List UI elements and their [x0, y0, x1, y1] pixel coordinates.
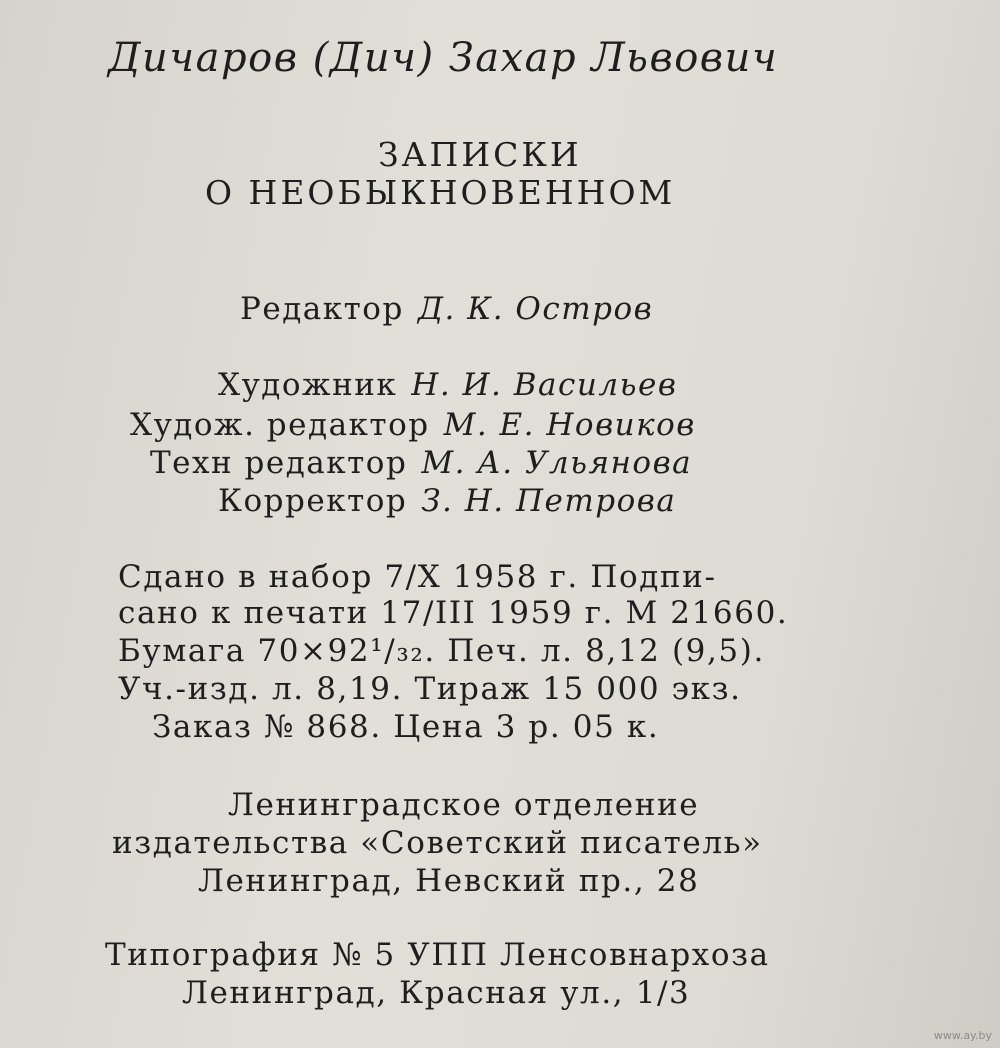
book-title-line-2: О НЕОБЫКНОВЕННОМ: [205, 173, 676, 212]
credit-art-editor: [130, 407, 696, 443]
imprint-line: Уч.-изд. л. 8,19. Тираж 15 000 экз.: [118, 671, 742, 707]
credit-person: З. Н. Петрова: [421, 483, 677, 519]
credit-person: М. Е. Новиков: [443, 407, 696, 443]
publisher-line: Ленинград, Невский пр., 28: [198, 863, 700, 899]
credit-role: Техн редактор: [150, 445, 408, 481]
printer-line: Ленинград, Красная ул., 1/3: [182, 975, 691, 1011]
credit-role: Корректор: [218, 483, 408, 519]
printer-line: Типография № 5 УПП Ленсовнархоза: [105, 937, 770, 973]
publisher-line: Ленинградское отделение: [228, 787, 700, 823]
credit-person: М. А. Ульянова: [421, 445, 693, 481]
imprint-line: Заказ № 868. Цена 3 р. 05 к.: [152, 709, 660, 745]
credit-role: Художник: [218, 367, 398, 403]
publisher-line: издательства «Советский писатель»: [112, 825, 763, 861]
imprint-line: Бумага 70×92¹/₃₂. Печ. л. 8,12 (9,5).: [118, 633, 765, 669]
credit-role: Редактор: [240, 291, 404, 327]
imprint-line: сано к печати 17/III 1959 г. М 21660.: [118, 595, 789, 631]
book-title-line-1: ЗАПИСКИ: [378, 135, 582, 174]
credit-tech-editor: [150, 445, 693, 481]
credit-corrector: [218, 483, 677, 519]
watermark: www.ay.by: [933, 1029, 992, 1042]
credit-role: Худож. редактор: [130, 407, 430, 443]
credit-artist: [218, 367, 678, 403]
author-name: Дичаров (Дич) Захар Львович: [108, 35, 779, 81]
credit-person: Н. И. Васильев: [411, 367, 678, 403]
credit-person: Д. К. Остров: [417, 291, 654, 327]
imprint-line: Сдано в набор 7/X 1958 г. Подпи-: [118, 559, 717, 595]
credit-editor: [240, 291, 654, 327]
